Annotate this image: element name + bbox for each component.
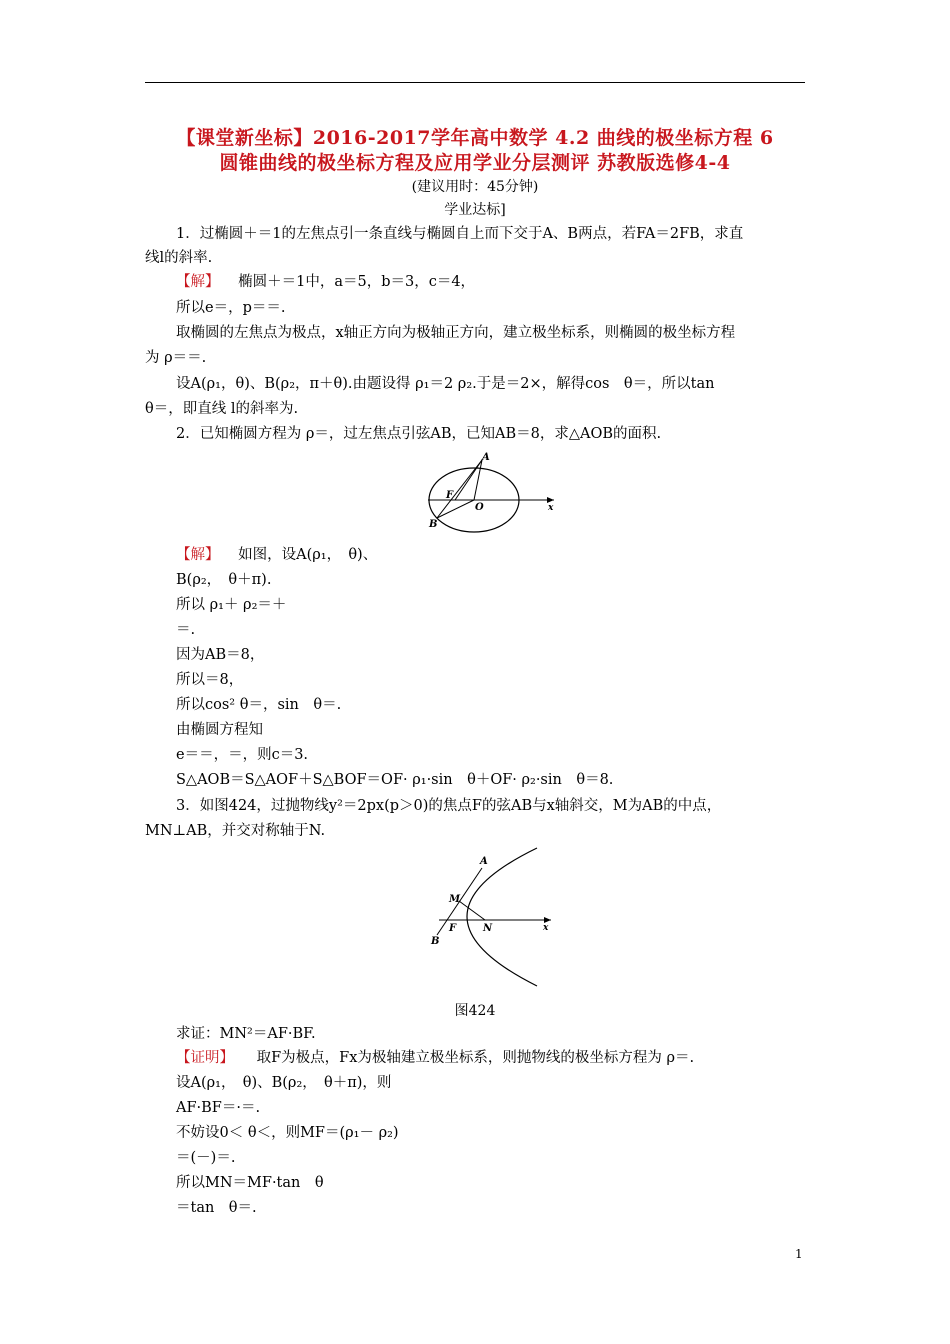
proof-tag: 【证明】 — [176, 1050, 234, 1066]
text-line: 求证：MN²＝AF·BF. — [176, 1026, 316, 1042]
solution-line — [176, 272, 475, 292]
text-line: 3．如图424，过抛物线y²＝2px(p＞0)的焦点F的弦AB与x轴斜交，M为AB的中点， — [176, 798, 722, 814]
text-span: 取F为极点，Fx为极轴建立极坐标系，则抛物线的极坐标方程为 ρ＝. — [256, 1050, 695, 1066]
parabola-figure — [425, 840, 560, 992]
label-F: F — [446, 490, 454, 501]
solution-tag: 【解】 — [176, 274, 220, 290]
text-line: ＝(－)＝. — [176, 1150, 236, 1166]
text-line: 不妨设0＜ θ＜，则MF＝(ρ₁－ ρ₂) — [176, 1125, 399, 1141]
text-line: 所以e＝，p＝＝. — [176, 300, 286, 316]
label-A: A — [480, 856, 488, 867]
text-line: 所以＝8， — [176, 672, 244, 688]
text-line: θ＝，即直线 l的斜率为. — [145, 401, 299, 417]
title-line-1: 【课堂新坐标】2016-2017学年高中数学 4.2 曲线的极坐标方程 6 — [176, 127, 774, 149]
solution-tag: 【解】 — [176, 547, 220, 563]
ellipse-figure — [420, 448, 560, 536]
text-line: B(ρ₂， θ＋π). — [176, 572, 272, 588]
suggested-time: (建议用时：45分钟) — [411, 179, 539, 195]
solution-line — [176, 545, 377, 565]
figure-caption: 图424 — [454, 1003, 496, 1019]
label-M: M — [449, 894, 461, 905]
text-line: AF·BF＝·＝. — [176, 1100, 261, 1116]
text-span: 椭圆＋＝1中，a＝5，b＝3，c＝4， — [238, 274, 476, 290]
title-line-2: 圆锥曲线的极坐标方程及应用学业分层测评 苏教版选修4-4 — [219, 152, 731, 174]
label-B: B — [429, 519, 438, 530]
text-line: 所以cos² θ＝，sin θ＝. — [176, 697, 342, 713]
text-line: e＝＝，＝，则c＝3. — [176, 747, 309, 763]
text-line: 2．已知椭圆方程为 ρ＝，过左焦点引弦AB，已知AB＝8，求△AOB的面积. — [176, 426, 662, 442]
text-line: 1．过椭圆＋＝1的左焦点引一条直线与椭圆自上而下交于A、B两点，若FA＝2FB，求直 — [176, 226, 744, 242]
text-line: 因为AB＝8， — [176, 647, 265, 663]
text-line: 所以MN＝MF·tan θ — [176, 1175, 324, 1191]
text-line: 设A(ρ₁，θ)、B(ρ₂，π＋θ).由题设得 ρ₁＝2 ρ₂.于是＝2×，解得cos θ＝，所以tan — [176, 376, 715, 392]
text-line: 设A(ρ₁， θ)、B(ρ₂， θ＋π)，则 — [176, 1075, 392, 1091]
label-x: x — [548, 503, 554, 513]
text-line: ＝tan θ＝. — [176, 1200, 257, 1216]
text-line: S△AOB＝S△AOF＋S△BOF＝OF· ρ₁·sin θ＋OF· ρ₂·sin θ＝8. — [176, 772, 614, 788]
label-B: B — [431, 936, 440, 947]
label-N: N — [483, 923, 493, 934]
document-title — [140, 126, 810, 176]
text-span: 如图，设A(ρ₁， θ)、 — [238, 547, 378, 563]
label-A: A — [482, 452, 490, 463]
text-line: 由椭圆方程知 — [176, 722, 263, 738]
text-line: 取椭圆的左焦点为极点，x轴正方向为极轴正方向，建立极坐标系，则椭圆的极坐标方程 — [176, 325, 736, 341]
label-O: O — [475, 502, 484, 513]
text-line: MN⊥AB，并交对称轴于N. — [145, 823, 326, 839]
section-heading: 学业达标] — [444, 202, 506, 218]
text-line: 线l的斜率. — [145, 250, 213, 266]
label-x: x — [543, 923, 549, 933]
text-line: 所以 ρ₁＋ ρ₂＝＋ — [176, 597, 287, 613]
proof-line — [176, 1048, 694, 1068]
label-F: F — [449, 923, 457, 934]
text-line: ＝. — [176, 622, 196, 638]
text-line: 为 ρ＝＝. — [145, 350, 207, 366]
header-rule — [145, 82, 805, 83]
page-number: 1 — [795, 1247, 803, 1261]
